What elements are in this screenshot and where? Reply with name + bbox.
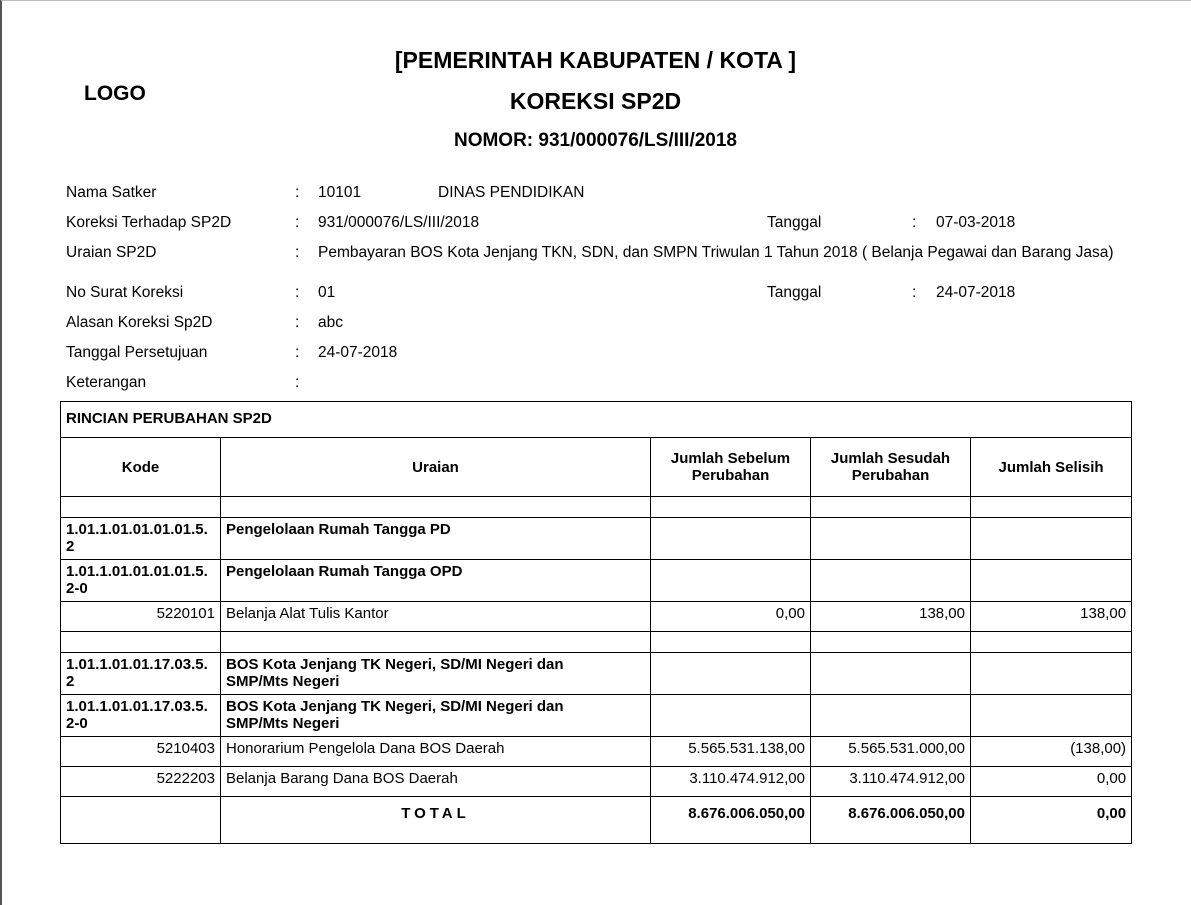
tanggal-persetujuan-label: Tanggal Persetujuan [66, 344, 208, 361]
colon: : [912, 214, 917, 231]
logo-placeholder: LOGO [84, 82, 146, 105]
total-label: TOTAL [221, 797, 651, 844]
header-sesudah: Jumlah Sesudah Perubahan [811, 438, 971, 497]
colon: : [295, 344, 300, 361]
table-row [61, 653, 1132, 695]
document-number: NOMOR: 931/000076/LS/III/2018 [453, 130, 738, 151]
header-kode: Kode [61, 438, 221, 497]
table-row [61, 560, 1132, 602]
table-row [61, 602, 1132, 632]
tanggal-surat-label: Tanggal [767, 284, 822, 301]
colon: : [295, 374, 300, 391]
total-sebelum: 8.676.006.050,00 [651, 797, 811, 844]
colon: : [295, 244, 300, 261]
row-selisih: 138,00 [971, 602, 1132, 632]
row-sebelum: 0,00 [651, 602, 811, 632]
row-uraian: Belanja Alat Tulis Kantor [221, 602, 651, 632]
spacer-row [61, 497, 1132, 518]
header-selisih: Jumlah Selisih [971, 438, 1132, 497]
row-uraian: BOS Kota Jenjang TK Negeri, SD/MI Negeri dan SMP/Mts Negeri [221, 695, 651, 737]
alasan-label: Alasan Koreksi Sp2D [66, 314, 213, 331]
colon: : [295, 314, 300, 331]
row-uraian: Pengelolaan Rumah Tangga PD [221, 518, 651, 560]
row-selisih: 0,00 [971, 767, 1132, 797]
colon: : [295, 214, 300, 231]
tanggal-sp2d-label: Tanggal [767, 214, 822, 231]
colon: : [912, 284, 917, 301]
table-title: RINCIAN PERUBAHAN SP2D [61, 402, 1132, 438]
row-selisih: (138,00) [971, 737, 1132, 767]
colon: : [295, 284, 300, 301]
nama-satker-label: Nama Satker [66, 184, 157, 201]
row-kode: 1.01.1.01.01.01.01.5.2 [61, 518, 221, 560]
row-uraian: Honorarium Pengelola Dana BOS Daerah [221, 737, 651, 767]
row-sesudah: 3.110.474.912,00 [811, 767, 971, 797]
row-uraian: Pengelolaan Rumah Tangga OPD [221, 560, 651, 602]
nama-satker-name: DINAS PENDIDIKAN [438, 184, 585, 201]
keterangan-label: Keterangan [66, 374, 147, 391]
no-surat-value: 01 [318, 284, 336, 301]
spacer-row [61, 632, 1132, 653]
header-uraian: Uraian [221, 438, 651, 497]
table-row [61, 518, 1132, 560]
total-sesudah: 8.676.006.050,00 [811, 797, 971, 844]
total-selisih: 0,00 [971, 797, 1132, 844]
row-sebelum: 3.110.474.912,00 [651, 767, 811, 797]
nama-satker-code: 10101 [318, 184, 362, 201]
row-uraian: BOS Kota Jenjang TK Negeri, SD/MI Negeri dan SMP/Mts Negeri [221, 653, 651, 695]
row-kode: 1.01.1.01.01.01.01.5.2-0 [61, 560, 221, 602]
tanggal-surat-value: 24-07-2018 [936, 284, 1016, 301]
row-sesudah: 138,00 [811, 602, 971, 632]
row-uraian: Belanja Barang Dana BOS Daerah [221, 767, 651, 797]
rincian-table [60, 401, 1132, 844]
tanggal-sp2d-value: 07-03-2018 [936, 214, 1016, 231]
no-surat-label: No Surat Koreksi [66, 284, 184, 301]
government-header: [PEMERINTAH KABUPATEN / KOTA ] [394, 47, 797, 73]
row-kode: 5220101 [61, 602, 221, 632]
uraian-sp2d-value: Pembayaran BOS Kota Jenjang TKN, SDN, dan SMPN Triwulan 1 Tahun 2018 ( Belanja Pegawai dan Barang Jasa) [318, 244, 1114, 261]
koreksi-terhadap-label: Koreksi Terhadap SP2D [66, 214, 232, 231]
table-row [61, 695, 1132, 737]
table-title-row [61, 402, 1132, 438]
total-row [61, 797, 1132, 844]
document-title: KOREKSI SP2D [509, 88, 682, 114]
table-header-row [61, 438, 1132, 497]
table-row [61, 737, 1132, 767]
colon: : [295, 184, 300, 201]
alasan-value: abc [318, 314, 343, 331]
row-sesudah: 5.565.531.000,00 [811, 737, 971, 767]
row-sebelum: 5.565.531.138,00 [651, 737, 811, 767]
row-kode: 1.01.1.01.01.17.03.5.2-0 [61, 695, 221, 737]
tanggal-persetujuan-value: 24-07-2018 [318, 344, 398, 361]
uraian-sp2d-label: Uraian SP2D [66, 244, 157, 261]
row-kode: 5222203 [61, 767, 221, 797]
koreksi-terhadap-value: 931/000076/LS/III/2018 [318, 214, 480, 231]
row-kode: 1.01.1.01.01.17.03.5.2 [61, 653, 221, 695]
header-sebelum: Jumlah Sebelum Perubahan [651, 438, 811, 497]
table-row [61, 767, 1132, 797]
row-kode: 5210403 [61, 737, 221, 767]
